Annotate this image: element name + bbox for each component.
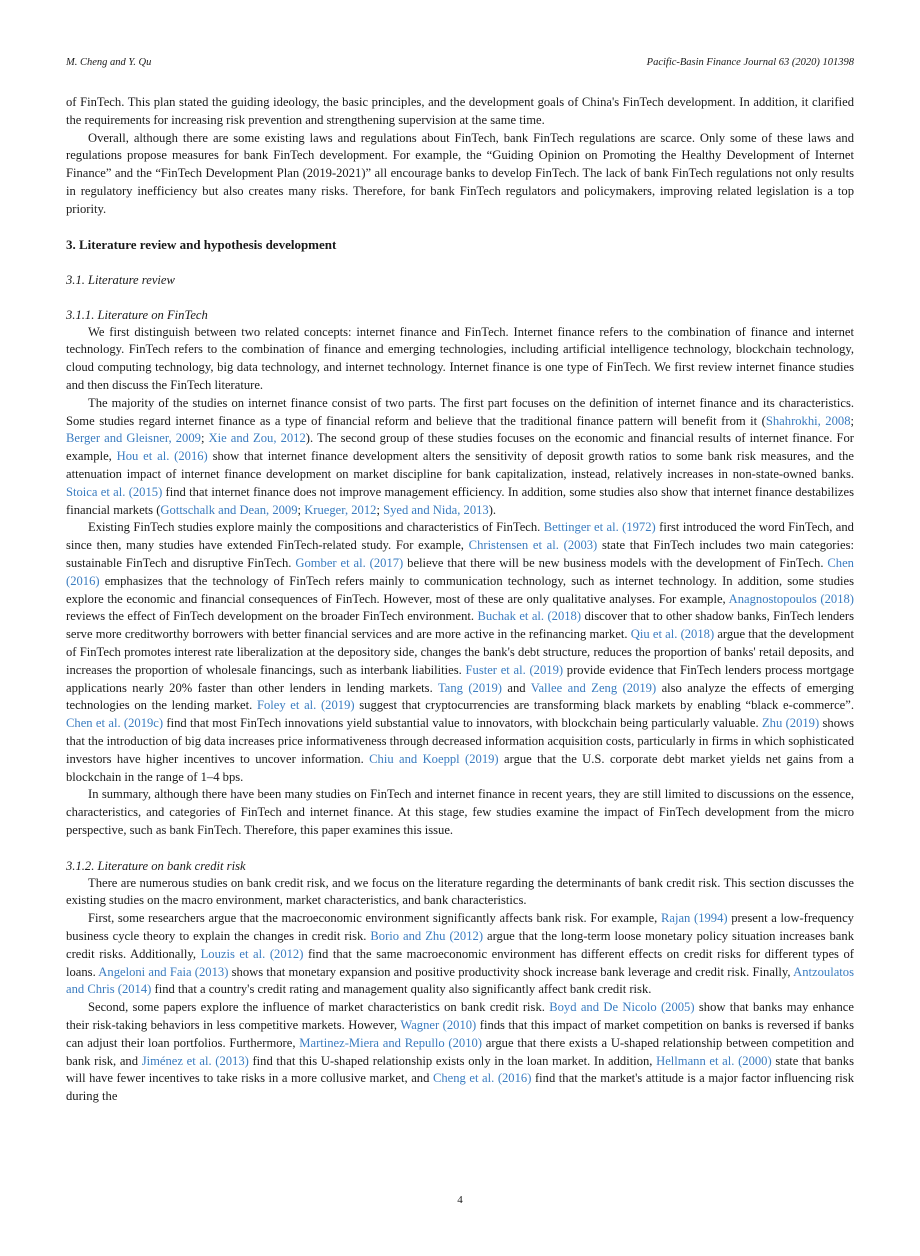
page-number: 4 <box>457 1194 463 1206</box>
spacer <box>66 840 854 857</box>
subsection-heading: 3.1. Literature review <box>66 272 175 287</box>
paragraph: There are numerous studies on bank credit risk, and we focus on the literature regarding the determinants of bank credit risk. This section discusses the existing studies on the macro environment, market characteristics, and bank characteristics. <box>66 875 854 908</box>
citation-link[interactable]: Bettinger et al. (1972) <box>543 520 656 535</box>
citation-link[interactable]: Fuster et al. (2019) <box>465 662 564 677</box>
paragraph: Overall, although there are some existing laws and regulations about FinTech, bank FinTech regulations are scarce. Only some of these laws and regulations propose measures for bank FinTech development. For example, the “Guiding Opinion on Promoting the Healthy Development of Internet Finance” and the “FinTech Development Plan (2019-2021)” all encourage banks to develop FinTech. The lack of bank FinTech regulations not only results in regulatory inefficiency but also creates many risks. Therefore, for bank FinTech regulators and policymakers, improving related legislation is a top priority. <box>66 130 854 216</box>
citation-link[interactable]: Jiménez et al. (2013) <box>141 1053 249 1068</box>
citation-link[interactable]: Angeloni and Faia (2013) <box>98 964 229 979</box>
section-heading: 3. Literature review and hypothesis development <box>66 236 337 252</box>
citation-link[interactable]: Antzoulatos and Chris (2014) <box>66 964 854 997</box>
citation-link[interactable]: Qiu et al. (2018) <box>630 627 715 642</box>
paragraph: of FinTech. This plan stated the guiding ideology, the basic principles, and the development goals of China's FinTech development. In addition, it clarified the requirements for increasing risk prevention and strengthening supervision at the same time. <box>66 95 854 127</box>
citation-link[interactable]: Boyd and De Nicolo (2005) <box>549 1000 695 1015</box>
subsubsection-heading: 3.1.2. Literature on bank credit risk <box>66 858 246 873</box>
paragraph: Existing FinTech studies explore mainly the compositions and characteristics of FinTech. Bettinger et al. (1972) first introduced the word FinTech, and since then, many studies have extended FinTech-related study. For example, Christensen et al. (2003) state that FinTech includes two main categories: sustainable FinTech and disruptive FinTech. Gomber et al. (2017) believe that there will be new business models with the development of FinTech. Chen (2016) emphasizes that the technology of FinTech refers mainly to communication technology, such as internet technology. In addition, some studies explore the economic and financial consequences of FinTech. However, most of these are only qualitative analyses. For example, Anagnostopoulos (2018) reviews the effect of FinTech development on the broader FinTech environment. Buchak et al. (2018) discover that to other shadow banks, FinTech lenders serve more creditworthy borrowers with better financial services and are more active in the refinancing market. Qiu et al. (2018) argue that the development of FinTech promotes interest rate liberalization at the depository side, changes the bank's debt structure, reduces the proportion of banks' retail deposits, and increases the proportion of wholesale financings, such as interbank liabilities. Fuster et al. (2019) provide evidence that FinTech lenders process mortgage applications nearly 20% faster than other lenders in lending markets. Tang (2019) and Vallee and Zeng (2019) also analyze the effects of emerging technologies on the lending market. Foley et al. (2019) suggest that cryptocurrencies are transforming black markets by enabling “black e-commerce”. Chen et al. (2019c) find that most FinTech innovations yield substantial value to innovators, with blockchain being particularly valuable. Zhu (2019) shows that the introduction of big data increases price informativeness through decreased information acquisition costs, particularly in firms in which sophisticated investors have higher incentives to uncover information. Chiu and Koeppl (2019) argue that the U.S. corporate debt market yields net gains from a blockchain in the range of 1–4 bps. <box>66 520 854 784</box>
citation-link[interactable]: Martinez-Miera and Repullo (2010) <box>299 1035 483 1050</box>
citation-link[interactable]: Syed and Nida, 2013 <box>383 502 489 517</box>
citation-link[interactable]: Vallee and Zeng (2019) <box>530 680 657 695</box>
citation-link[interactable]: Foley et al. (2019) <box>256 698 355 713</box>
paragraph: We first distinguish between two related concepts: internet finance and FinTech. Internet finance refers to the combination of finance and internet technology. FinTech refers to the combination of finance and emerging technologies, including artificial intelligence technology, blockchain technology, cloud computing technology, big data technology, and internet technology. Internet finance is one type of FinTech. We first review internet finance studies and then discuss the FinTech literature. <box>66 324 854 392</box>
citation-link[interactable]: Hou et al. (2016) <box>116 449 208 464</box>
citation-link[interactable]: Zhu (2019) <box>761 716 820 731</box>
citation-link[interactable]: Cheng et al. (2016) <box>432 1071 532 1086</box>
header-authors: M. Cheng and Y. Qu <box>66 57 152 68</box>
citation-link[interactable]: Stoica et al. (2015) <box>66 484 163 499</box>
citation-link[interactable]: Christensen et al. (2003) <box>468 538 598 553</box>
citation-link[interactable]: Chen et al. (2019c) <box>66 716 164 731</box>
header-journal: Pacific-Basin Finance Journal 63 (2020) 101398 <box>646 57 854 68</box>
citation-link[interactable]: Buchak et al. (2018) <box>477 609 582 624</box>
citation-link[interactable]: Krueger, 2012 <box>304 502 377 517</box>
running-head <box>66 56 854 70</box>
citation-link[interactable]: Wagner (2010) <box>400 1018 477 1033</box>
citation-link[interactable]: Gottschalk and Dean, 2009 <box>160 502 298 517</box>
citation-link[interactable]: Berger and Gleisner, 2009 <box>66 431 201 446</box>
subsubsection-heading: 3.1.1. Literature on FinTech <box>66 307 208 322</box>
citation-link[interactable]: Hellmann et al. (2000) <box>656 1053 772 1068</box>
paragraph: In summary, although there have been many studies on FinTech and internet finance in recent years, they are still limited to discussions on the essence, characteristics, and categories of FinTech and internet finance. At this stage, few studies examine the impact of FinTech development from the micro perspective, such as bank FinTech. Therefore, this paper examines this issue. <box>66 787 854 837</box>
citation-link[interactable]: Anagnostopoulos (2018) <box>728 591 854 606</box>
paragraph: The majority of the studies on internet finance consist of two parts. The first part focuses on the definition of internet finance and its characteristics. Some studies regard internet finance as a type of financial reform and believe that the traditional finance pattern will benefit from it (Shahrokhi, 2008; Berger and Gleisner, 2009; Xie and Zou, 2012). The second group of these studies focuses on the economic and financial results of internet finance. For example, Hou et al. (2016) show that internet finance development alters the sensitivity of deposit growth ratios to some bank risk measures, and the attenuation impact of internet finance development on market discipline for bank capitalization, instead, relatively increases in non-state-owned banks. Stoica et al. (2015) find that internet finance does not improve management efficiency. In addition, some studies also show that internet finance destabilizes financial markets (Gottschalk and Dean, 2009; Krueger, 2012; Syed and Nida, 2013). <box>66 395 854 517</box>
citation-link[interactable]: Chen (2016) <box>66 555 854 588</box>
citation-link[interactable]: Gomber et al. (2017) <box>295 555 404 570</box>
citation-link[interactable]: Chiu and Koeppl (2019) <box>369 751 499 766</box>
citation-link[interactable]: Rajan (1994) <box>660 911 728 926</box>
page <box>66 56 854 1106</box>
citation-link[interactable]: Shahrokhi, 2008 <box>765 413 851 428</box>
citation-link[interactable]: Borio and Zhu (2012) <box>370 929 484 944</box>
citation-link[interactable]: Tang (2019) <box>437 680 502 695</box>
paragraph: Second, some papers explore the influence of market characteristics on bank credit risk. Boyd and De Nicolo (2005) show that banks may enhance their risk-taking behaviors in less competitive markets. However, Wagner (2010) finds that this impact of market competition on banks is reversed if banks can adjust their loan portfolios. Furthermore, Martinez-Miera and Repullo (2010) argue that there exists a U-shaped relationship between competition and bank risk, and Jiménez et al. (2013) find that this U-shaped relationship exists only in the loan market. In addition, Hellmann et al. (2000) state that banks will have fewer incentives to take risks in a more collusive market, and Cheng et al. (2016) find that the market's attitude is a major factor influencing risk during the <box>66 1000 854 1104</box>
article-body <box>66 94 854 1106</box>
citation-link[interactable]: Louzis et al. (2012) <box>200 946 304 961</box>
paragraph: First, some researchers argue that the macroeconomic environment significantly affects bank risk. For example, Rajan (1994) present a low-frequency business cycle theory to explain the changes in credit risk. Borio and Zhu (2012) argue that the long-term loose monetary policy situation increases bank credit risks. Additionally, Louzis et al. (2012) find that the same macroeconomic environment has different effects on credit risks for different types of loans. Angeloni and Faia (2013) shows that monetary expansion and positive productivity shock increase bank leverage and credit risk. Finally, Antzoulatos and Chris (2014) find that a country's credit rating and management quality also significantly affect bank credit risk. <box>66 911 854 997</box>
citation-link[interactable]: Xie and Zou, 2012 <box>208 431 306 446</box>
